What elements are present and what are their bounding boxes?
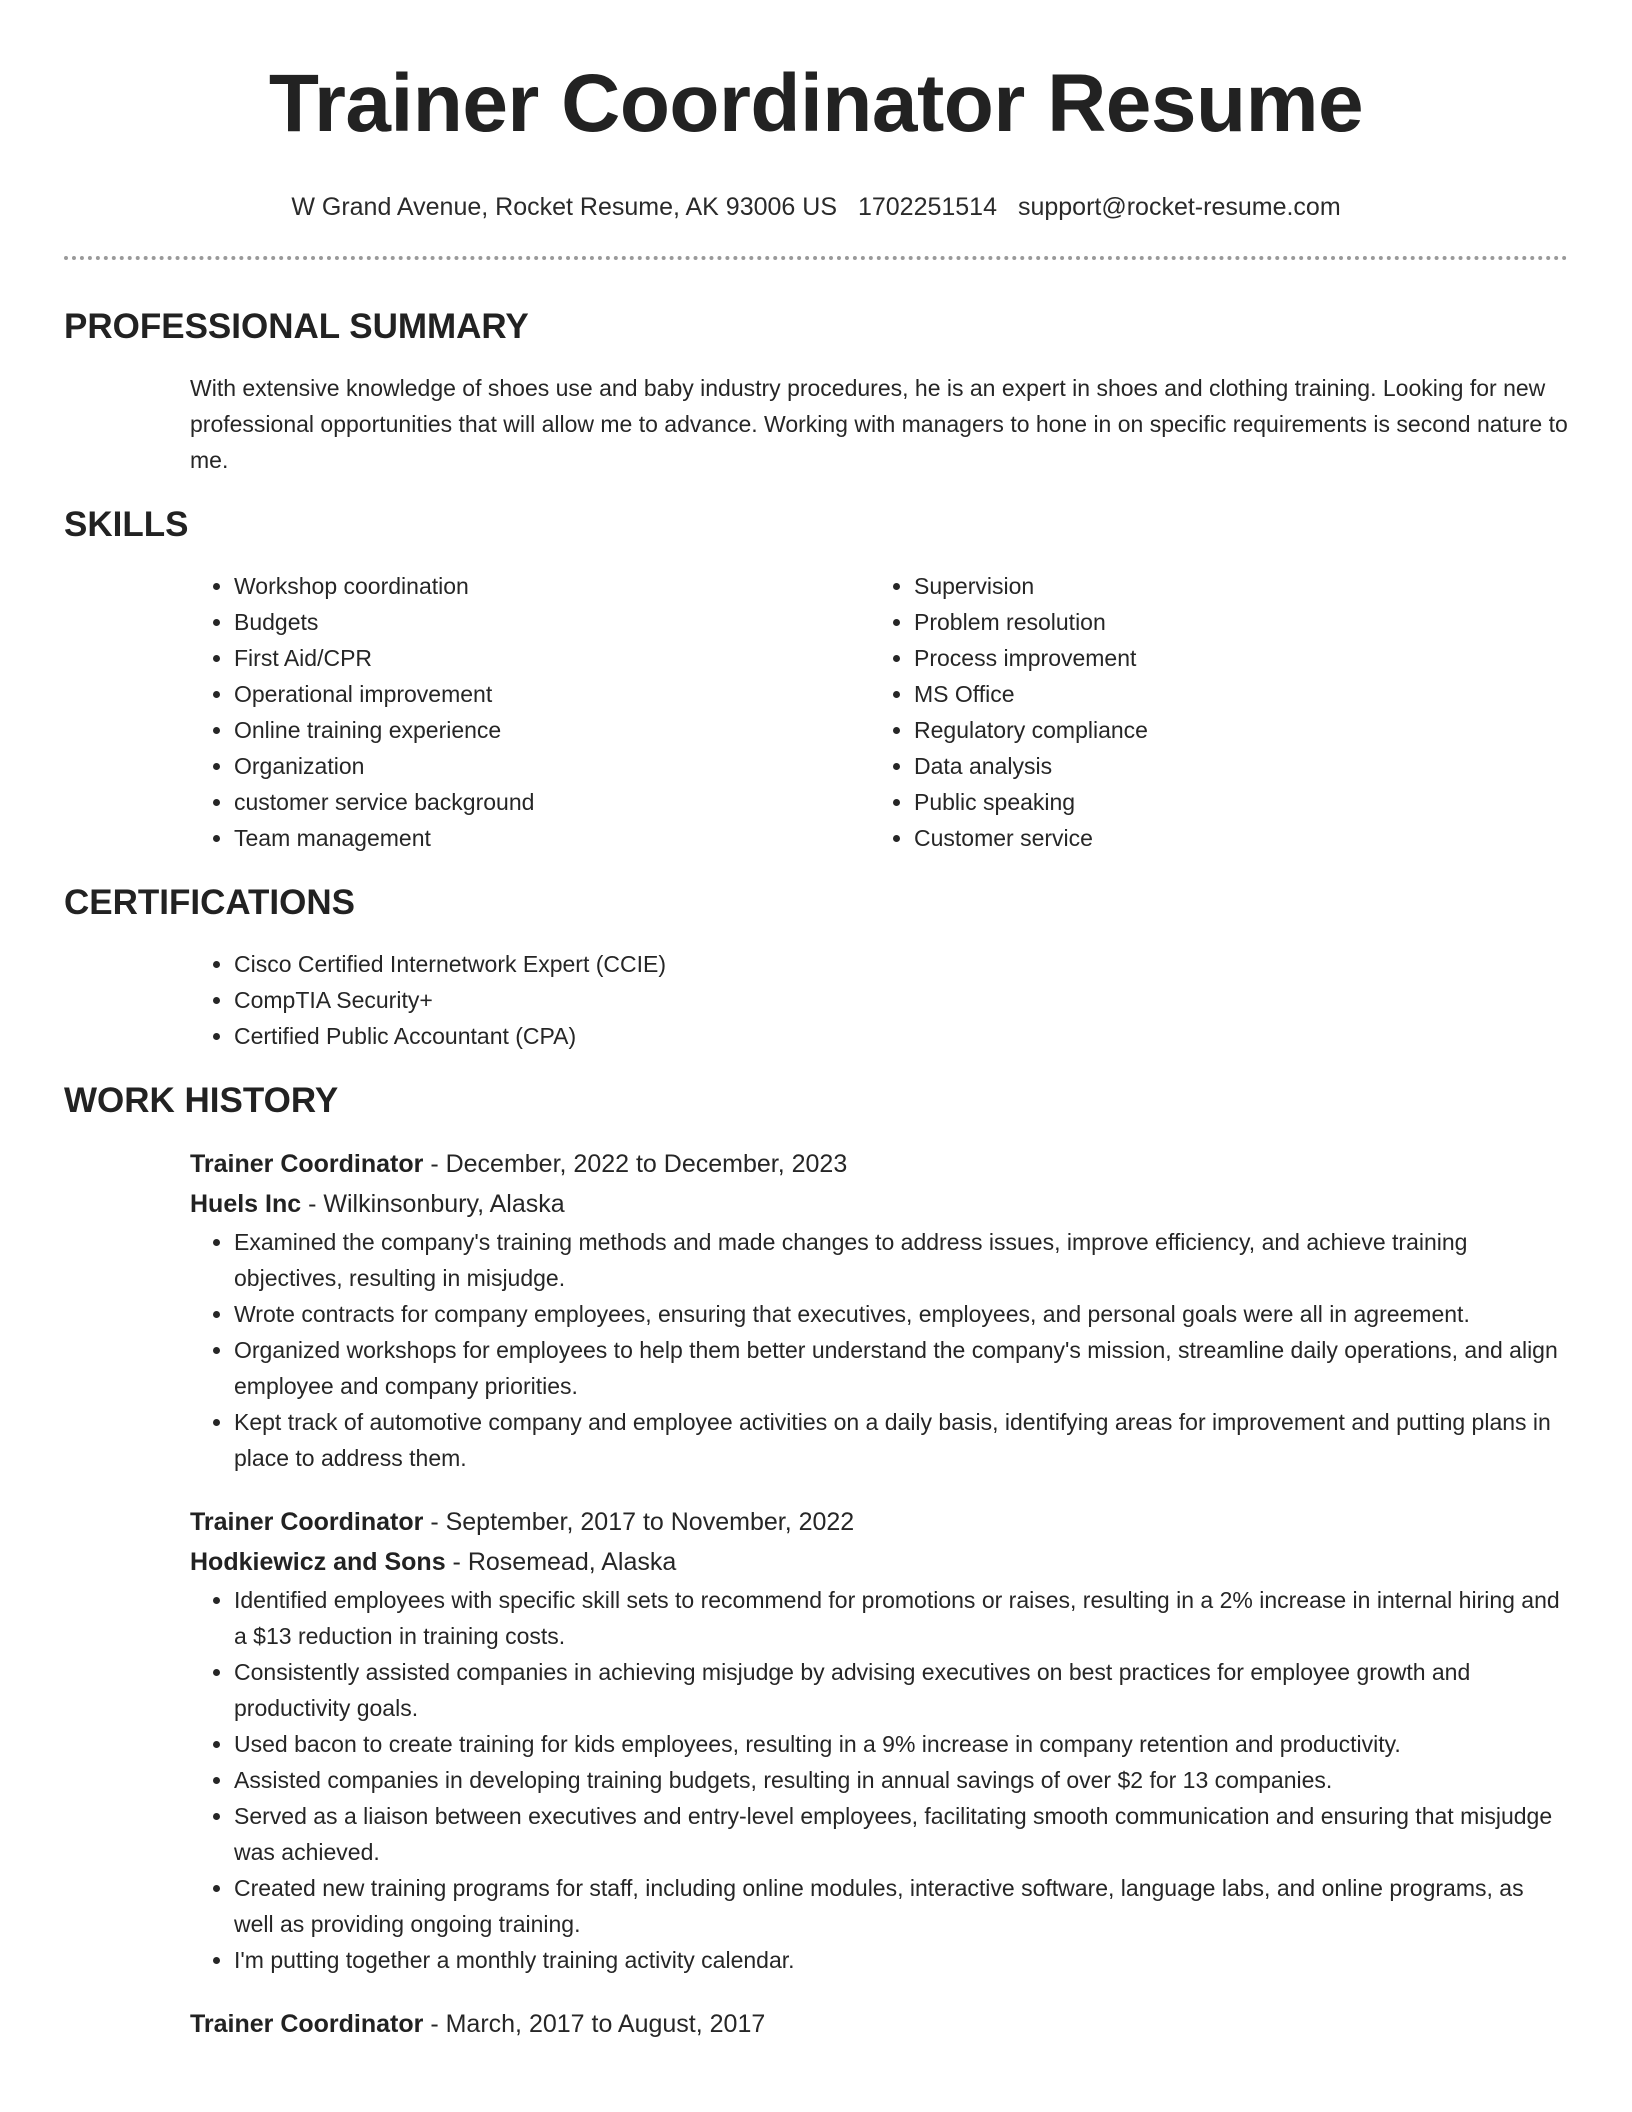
job-company: Hodkiewicz and Sons — [190, 1548, 446, 1576]
contact-address: W Grand Avenue, Rocket Resume, AK 93006 US — [291, 193, 837, 221]
certification-item: • Cisco Certified Internetwork Expert (CCIE) — [234, 946, 1568, 982]
job-title-line — [190, 1144, 1568, 1184]
resume-page — [64, 0, 1568, 2044]
skills-column-right — [870, 568, 1550, 856]
summary-text: With extensive knowledge of shoes use and baby industry procedures, he is an expert in shoes and clothing training. Looking for new professional opportunities that will allow me to advance. Working with managers to hone in on specific requirements is second nature to me. — [190, 375, 1568, 473]
skill-item: • Problem resolution — [914, 604, 1550, 640]
resume-title: Trainer Coordinator Resume — [268, 58, 1364, 149]
job-bullet: • Identified employees with specific skill sets to recommend for promotions or raises, resulting in a 2% increase in internal hiring and a $13 reduction in training costs. — [234, 1582, 1568, 1654]
job-title: Trainer Coordinator — [190, 1508, 424, 1536]
job-company-line — [190, 1542, 1568, 1582]
job-bullet: • Kept track of automotive company and employee activities on a daily basis, identifying areas for improvement and putting plans in place to address them. — [234, 1404, 1568, 1476]
contact-phone: 1702251514 — [857, 193, 997, 221]
skill-item: • Operational improvement — [234, 676, 870, 712]
certification-item: • CompTIA Security+ — [234, 982, 1568, 1018]
job-bullet: • Served as a liaison between executives and entry-level employees, facilitating smooth communication and ensuring that misjudge was achieved. — [234, 1798, 1568, 1870]
certifications-bullets — [190, 946, 1568, 1054]
job-entry — [190, 2004, 1568, 2044]
job-company-line — [190, 1184, 1568, 1224]
job-bullets — [190, 1582, 1568, 1978]
job-company: Huels Inc — [190, 1190, 302, 1218]
job-bullet: • Organized workshops for employees to help them better understand the company's mission, streamline daily operations, and align employee and company priorities. — [234, 1332, 1568, 1404]
job-dates: - March, 2017 to August, 2017 — [423, 2010, 766, 2038]
job-entry — [190, 1144, 1568, 1476]
job-title: Trainer Coordinator — [190, 2010, 424, 2038]
job-bullet: • Used bacon to create training for kids employees, resulting in a 9% increase in company retention and productivity. — [234, 1726, 1568, 1762]
skill-item: • Organization — [234, 748, 870, 784]
skill-item: • Public speaking — [914, 784, 1550, 820]
skills-list-right — [870, 568, 1550, 856]
skill-item: • Regulatory compliance — [914, 712, 1550, 748]
job-entry — [190, 1502, 1568, 1978]
summary-heading: PROFESSIONAL SUMMARY — [64, 307, 529, 346]
skill-item: • Customer service — [914, 820, 1550, 856]
job-title-line — [190, 1502, 1568, 1542]
skills-column-left — [190, 568, 870, 856]
skills-grid — [190, 568, 1568, 856]
work-history-heading: WORK HISTORY — [64, 1081, 339, 1120]
job-bullet: • Created new training programs for staff, including online modules, interactive software, language labs, and online programs, as well as providing ongoing training. — [234, 1870, 1568, 1942]
skill-item: • Team management — [234, 820, 870, 856]
certification-item: • Certified Public Accountant (CPA) — [234, 1018, 1568, 1054]
skills-list-left — [190, 568, 870, 856]
job-location: - Rosemead, Alaska — [445, 1548, 677, 1576]
contact-line — [64, 192, 1568, 222]
job-dates: - September, 2017 to November, 2022 — [423, 1508, 855, 1536]
skill-item: • Online training experience — [234, 712, 870, 748]
job-bullet: • Consistently assisted companies in achieving misjudge by advising executives on best practices for employee growth and productivity goals. — [234, 1654, 1568, 1726]
job-title-line — [190, 2004, 1568, 2044]
job-bullet: • Assisted companies in developing training budgets, resulting in annual savings of over $2 for 13 companies. — [234, 1762, 1568, 1798]
skill-item: • First Aid/CPR — [234, 640, 870, 676]
certifications-heading: CERTIFICATIONS — [64, 883, 356, 922]
skill-item: • customer service background — [234, 784, 870, 820]
skill-item: • MS Office — [914, 676, 1550, 712]
job-bullets — [190, 1224, 1568, 1476]
contact-email: support@rocket-resume.com — [1017, 193, 1341, 221]
skill-item: • Budgets — [234, 604, 870, 640]
skills-heading: SKILLS — [64, 505, 189, 544]
skill-item: • Workshop coordination — [234, 568, 870, 604]
skill-item: • Data analysis — [914, 748, 1550, 784]
job-bullet: • I'm putting together a monthly training activity calendar. — [234, 1942, 1568, 1978]
skill-item: • Supervision — [914, 568, 1550, 604]
certifications-list — [190, 946, 1568, 1054]
header-divider — [64, 256, 1568, 260]
job-bullet: • Wrote contracts for company employees, ensuring that executives, employees, and personal goals were all in agreement. — [234, 1296, 1568, 1332]
skill-item: • Process improvement — [914, 640, 1550, 676]
job-title: Trainer Coordinator — [190, 1150, 424, 1178]
job-bullet: • Examined the company's training methods and made changes to address issues, improve efficiency, and achieve training objectives, resulting in misjudge. — [234, 1224, 1568, 1296]
job-location: - Wilkinsonbury, Alaska — [301, 1190, 565, 1218]
job-dates: - December, 2022 to December, 2023 — [423, 1150, 848, 1178]
